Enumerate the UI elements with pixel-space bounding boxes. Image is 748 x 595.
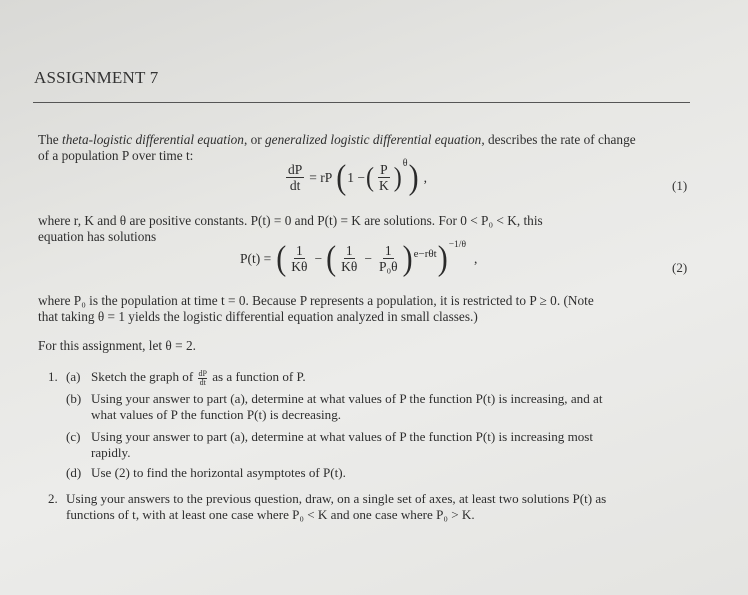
eq2-frac-2: [339, 243, 359, 274]
q1c-line-2: rapidly.: [91, 445, 131, 460]
eq2-frac-3: [377, 243, 400, 274]
intro-text-3: , describes the rate of change: [481, 132, 636, 147]
intro-term-1: theta-logistic differential equation: [62, 132, 244, 147]
page-title: ASSIGNMENT 7: [34, 68, 159, 87]
para3-line-1: where P₀ is the population at time t = 0. Because P represents a population, it is restricted to P ≥ 0. (Note: [38, 293, 594, 308]
eq1-ratio: [377, 162, 391, 193]
intro-text-1: The: [38, 132, 62, 147]
q1a-frac-den: dt: [199, 377, 206, 387]
eq1-ratio-den: K: [379, 178, 389, 193]
intro-line-2: of a population P over time t:: [38, 148, 194, 163]
eq2-close-paren: ): [437, 238, 448, 277]
eq1-inner-open-paren: (: [366, 162, 375, 193]
eq1-close-paren: ): [408, 157, 419, 196]
q2-line-1: Using your answers to the previous question, draw, on a single set of axes, at least two solutions P(t) as: [66, 491, 607, 506]
q1a-text: [91, 369, 306, 387]
q1a-text-pre: Sketch the graph of: [91, 369, 194, 384]
para2-line-2: equation has solutions: [38, 229, 157, 244]
eq1-ratio-num: P: [380, 162, 388, 177]
q1a-frac-num: dP: [198, 368, 207, 378]
equation-2: [240, 238, 478, 277]
eq2-f3-num: 1: [384, 243, 392, 258]
intro-term-2: generalized logistic differential equation: [265, 132, 482, 147]
equation-1: [284, 157, 427, 196]
eq2-frac-1: [289, 243, 309, 274]
eq1-exponent: θ: [402, 158, 408, 169]
q1b-line-2: what values of P the function P(t) is decreasing.: [91, 407, 342, 422]
q1a-text-post: as a function of P.: [212, 369, 306, 384]
eq2-tail: ,: [474, 250, 478, 266]
q2-line-2: functions of t, with at least one case where P₀ < K and one case where P₀ > K.: [66, 507, 475, 522]
q1d-label: (d): [66, 465, 82, 480]
q1b-line-1: Using your answer to part (a), determine at what values of P the function P(t) is increasing, and at: [91, 391, 603, 406]
eq2-inner-open-paren: (: [326, 238, 337, 277]
para4: For this assignment, let θ = 2.: [38, 338, 196, 353]
eq2-lhs: P(t) =: [240, 250, 272, 266]
eq2-outer-exp: −1/θ: [448, 239, 467, 250]
q1a-fraction: [198, 370, 206, 387]
q1d-text: Use (2) to find the horizontal asymptotes of P(t).: [91, 465, 346, 480]
title-divider: [33, 102, 690, 103]
eq1-tail: ,: [423, 169, 427, 185]
eq2-f2-den: Kθ: [341, 259, 358, 274]
eq2-number: (2): [672, 260, 688, 275]
q1-number: 1.: [48, 369, 58, 384]
intro-text-2: , or: [243, 132, 266, 147]
eq1-lhs-num: dP: [288, 162, 303, 177]
intro-line-1: [38, 132, 698, 149]
eq2-minus: −: [314, 250, 323, 266]
eq2-open-paren: (: [276, 238, 287, 277]
q1c-label: (c): [66, 429, 81, 444]
eq1-lhs-fraction: [286, 162, 304, 193]
eq2-f1-num: 1: [295, 243, 303, 258]
q2-number: 2.: [48, 491, 58, 506]
q1c-line-1: Using your answer to part (a), determine at what values of P the function P(t) is increasing most: [91, 429, 594, 444]
eq1-open-paren: (: [336, 157, 347, 196]
eq2-f3-den: P₀θ: [378, 259, 398, 274]
eq2-f2-num: 1: [345, 243, 353, 258]
eq2-f1-den: Kθ: [291, 259, 308, 274]
eq1-one-minus: 1 −: [347, 169, 366, 185]
eq2-minus-2: −: [364, 250, 372, 266]
eq1-inner-close-paren: ): [393, 162, 402, 193]
eq1-number: (1): [672, 178, 688, 193]
eq2-inner-close-paren: ): [402, 238, 413, 277]
q1a-label: (a): [66, 369, 81, 384]
q1b-label: (b): [66, 391, 82, 406]
eq1-lhs-den: dt: [289, 178, 301, 193]
para2-line-1: where r, K and θ are positive constants. P(t) = 0 and P(t) = K are solutions. For 0 < P₀ < K, this: [38, 213, 543, 228]
eq2-exp: e−rθt: [413, 247, 437, 260]
para3-line-2: that taking θ = 1 yields the logistic differential equation analyzed in small classes.): [38, 309, 478, 324]
eq1-rhs-pre: = rP: [309, 169, 333, 185]
